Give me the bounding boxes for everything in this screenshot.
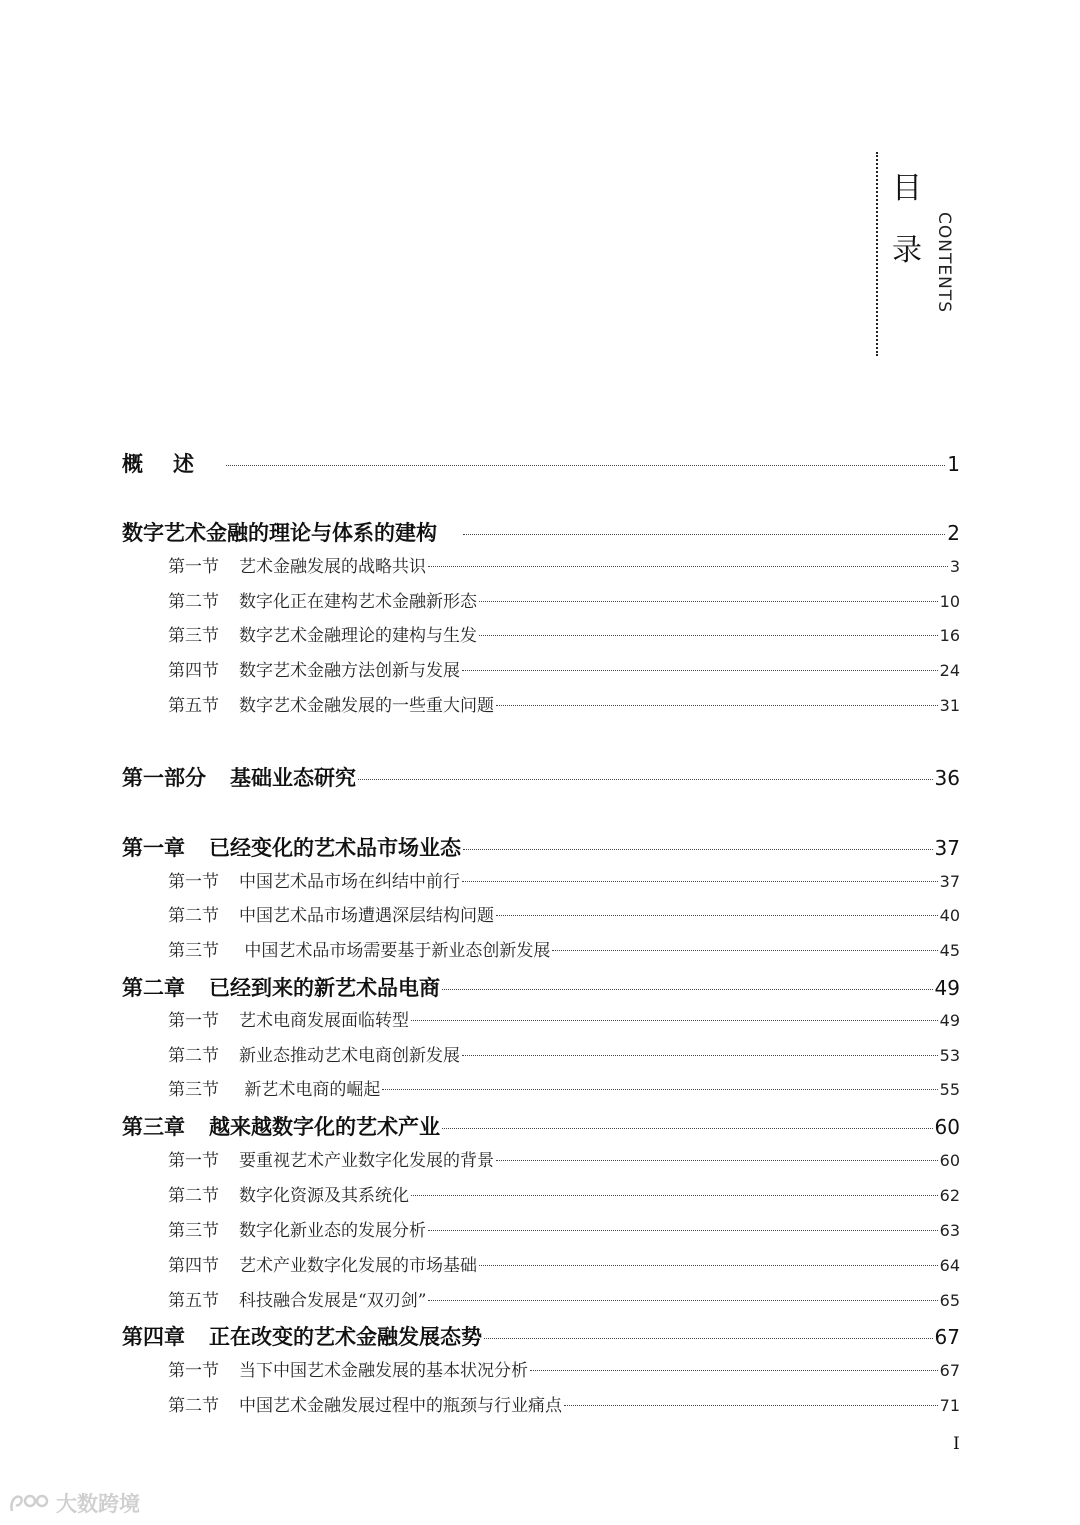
toc-dot-leader: [462, 670, 938, 671]
toc-entry-number: 第五节: [168, 696, 219, 716]
toc-entry-number: 第一节: [168, 1151, 219, 1171]
toc-title-char: 录: [892, 233, 922, 268]
toc-page-number: 63: [939, 1221, 960, 1240]
toc-entry-number: 数字艺术金融的理论与体系的建构: [122, 521, 437, 545]
toc-page-number: 40: [939, 906, 960, 925]
toc-page-number: 37: [934, 836, 960, 860]
toc-page-number: 2: [947, 521, 960, 545]
toc-entry-number: 第三节: [168, 941, 219, 961]
toc-entry-number: 第三节: [168, 1221, 219, 1241]
toc-page-number: 49: [934, 976, 960, 1000]
toc-dot-leader: [428, 1230, 938, 1231]
toc-dot-leader: [496, 705, 938, 706]
toc-section-entry[interactable]: [168, 1391, 960, 1421]
toc-page-number: 45: [939, 941, 960, 960]
toc-dot-leader: [428, 566, 948, 567]
toc-entry-title: 数字化资源及其系统化: [239, 1186, 409, 1206]
toc-page-number: 16: [939, 626, 960, 645]
toc-section-entry[interactable]: [168, 587, 960, 617]
toc-page-number: 36: [934, 766, 960, 790]
toc-title-english: CONTENTS: [934, 212, 954, 313]
toc-section-entry[interactable]: [168, 1075, 960, 1105]
toc-page-number: 3: [949, 557, 960, 576]
toc-page-number: 49: [939, 1011, 960, 1030]
toc-page-number: 62: [939, 1186, 960, 1205]
toc-entry-title: 中国艺术品市场遭遇深层结构问题: [239, 906, 494, 926]
toc-entry-number: 第三节: [168, 626, 219, 646]
toc-chapter-entry[interactable]: [122, 762, 960, 792]
toc-entry-number: 第二节: [168, 1396, 219, 1416]
toc-section-entry[interactable]: [168, 1251, 960, 1281]
toc-entry-title: 中国艺术金融发展过程中的瓶颈与行业痛点: [239, 1396, 562, 1416]
toc-dot-leader: [428, 1300, 937, 1301]
toc-dot-leader: [530, 1370, 938, 1371]
toc-dot-leader: [484, 1338, 933, 1339]
toc-entry-title: 中国艺术品市场在纠结中前行: [239, 872, 460, 892]
page-number: I: [953, 1434, 960, 1454]
toc-page-number: 24: [939, 661, 960, 680]
toc-dot-leader: [462, 1055, 938, 1056]
toc-entry-number: 第二节: [168, 1046, 219, 1066]
toc-entry-title: 中国艺术品市场需要基于新业态创新发展: [239, 941, 551, 961]
toc-chapter-entry[interactable]: [122, 972, 960, 1002]
toc-entry-number: 第二节: [168, 592, 219, 612]
toc-page-number: 37: [939, 872, 960, 891]
toc-page-number: 67: [939, 1361, 960, 1380]
toc-dot-leader: [411, 1020, 938, 1021]
toc-entry-number: 第二节: [168, 1186, 219, 1206]
toc-entry-number: 第五节: [168, 1291, 219, 1311]
toc-dot-leader: [442, 989, 933, 990]
toc-section-entry[interactable]: [168, 552, 960, 582]
toc-page-number: 60: [939, 1151, 960, 1170]
toc-section-entry[interactable]: [168, 1216, 960, 1246]
toc-section-entry[interactable]: [168, 901, 960, 931]
toc-dot-leader: [552, 950, 937, 951]
toc-dot-leader: [442, 1128, 933, 1129]
toc-dot-leader: [463, 849, 933, 850]
toc-entry-title: 科技融合发展是“双刃剑”: [239, 1291, 427, 1311]
toc-dot-leader: [463, 534, 945, 535]
toc-dot-leader: [479, 1265, 938, 1266]
toc-dot-leader: [358, 779, 933, 780]
toc-page-number: 10: [939, 592, 960, 611]
toc-entry-title: 艺术产业数字化发展的市场基础: [239, 1256, 477, 1276]
toc-section-entry[interactable]: [168, 656, 960, 686]
toc-entry-number: 第一部分: [122, 766, 206, 790]
toc-entry-number: 第三节: [168, 1080, 219, 1100]
toc-entry-title: 当下中国艺术金融发展的基本状况分析: [239, 1361, 528, 1381]
toc-entry-title: 要重视艺术产业数字化发展的背景: [239, 1151, 494, 1171]
toc-chapter-entry[interactable]: [122, 448, 960, 478]
watermark-logo-icon: [8, 1491, 50, 1515]
watermark: [8, 1488, 140, 1518]
toc-title-char: 目: [892, 171, 922, 206]
toc-page-number: 1: [947, 452, 960, 476]
toc-dot-leader: [462, 881, 938, 882]
toc-section-entry[interactable]: [168, 1146, 960, 1176]
toc-dot-leader: [479, 601, 938, 602]
toc-chapter-entry[interactable]: [122, 832, 960, 862]
toc-section-entry[interactable]: [168, 867, 960, 897]
toc-entry-number: 第二节: [168, 906, 219, 926]
toc-entry-title: 数字艺术金融发展的一些重大问题: [239, 696, 494, 716]
toc-dot-leader: [496, 1160, 938, 1161]
toc-entry-number: 第四章: [122, 1325, 185, 1349]
toc-entry-number: 第四节: [168, 661, 219, 681]
toc-chapter-entry[interactable]: [122, 1111, 960, 1141]
toc-entry-title: 新业态推动艺术电商创新发展: [239, 1046, 460, 1066]
toc-entry-number: 第二章: [122, 976, 185, 1000]
toc-entry-title: 越来越数字化的艺术产业: [209, 1115, 440, 1139]
toc-entry-title: 已经变化的艺术品市场业态: [209, 836, 461, 860]
toc-page-number: 60: [934, 1115, 960, 1139]
toc-entry-title: 基础业态研究: [230, 766, 356, 790]
toc-section-entry[interactable]: [168, 1181, 960, 1211]
toc-page-number: 53: [939, 1046, 960, 1065]
toc-entry-number: 概述: [122, 452, 224, 476]
toc-page-number: 64: [939, 1256, 960, 1275]
toc-entry-number: 第三章: [122, 1115, 185, 1139]
watermark-text: 大数跨境: [56, 1492, 140, 1516]
toc-entry-title: 数字化正在建构艺术金融新形态: [239, 592, 477, 612]
toc-page-number: 67: [934, 1325, 960, 1349]
toc-chapter-entry[interactable]: [122, 1321, 960, 1351]
toc-entry-title: 已经到来的新艺术品电商: [209, 976, 440, 1000]
toc-dot-leader: [226, 465, 945, 466]
toc-entry-title: 新艺术电商的崛起: [239, 1080, 381, 1100]
toc-entry-title: 艺术电商发展面临转型: [239, 1011, 409, 1031]
toc-entry-number: 第一节: [168, 1011, 219, 1031]
toc-page-number: 71: [939, 1396, 960, 1415]
toc-dot-leader: [564, 1405, 938, 1406]
toc-entry-title: 艺术金融发展的战略共识: [239, 557, 426, 577]
toc-entry-number: 第一节: [168, 872, 219, 892]
toc-page-number: 65: [939, 1291, 960, 1310]
toc-section-entry[interactable]: [168, 691, 960, 721]
toc-dot-leader: [411, 1195, 938, 1196]
toc-section-entry[interactable]: [168, 621, 960, 651]
toc-entry-number: 第一节: [168, 1361, 219, 1381]
toc-section-entry[interactable]: [168, 1006, 960, 1036]
toc-entry-title: 数字艺术金融理论的建构与生发: [239, 626, 477, 646]
toc-dot-leader: [496, 915, 938, 916]
toc-entry-title: 数字化新业态的发展分析: [239, 1221, 426, 1241]
toc-page-number: 55: [939, 1080, 960, 1099]
toc-section-entry[interactable]: [168, 1041, 960, 1071]
toc-entry-number: 第一章: [122, 836, 185, 860]
toc-dot-leader: [382, 1089, 937, 1090]
toc-entry-number: 第四节: [168, 1256, 219, 1276]
toc-entry-title: 正在改变的艺术金融发展态势: [209, 1325, 482, 1349]
toc-section-entry[interactable]: [168, 936, 960, 966]
toc-dot-leader: [479, 635, 938, 636]
toc-entry-number: 第一节: [168, 557, 219, 577]
toc-section-entry[interactable]: [168, 1356, 960, 1386]
toc-page-number: 31: [939, 696, 960, 715]
toc-section-entry[interactable]: [168, 1286, 960, 1316]
toc-chapter-entry[interactable]: [122, 517, 960, 547]
toc-entry-title: 数字艺术金融方法创新与发展: [239, 661, 460, 681]
